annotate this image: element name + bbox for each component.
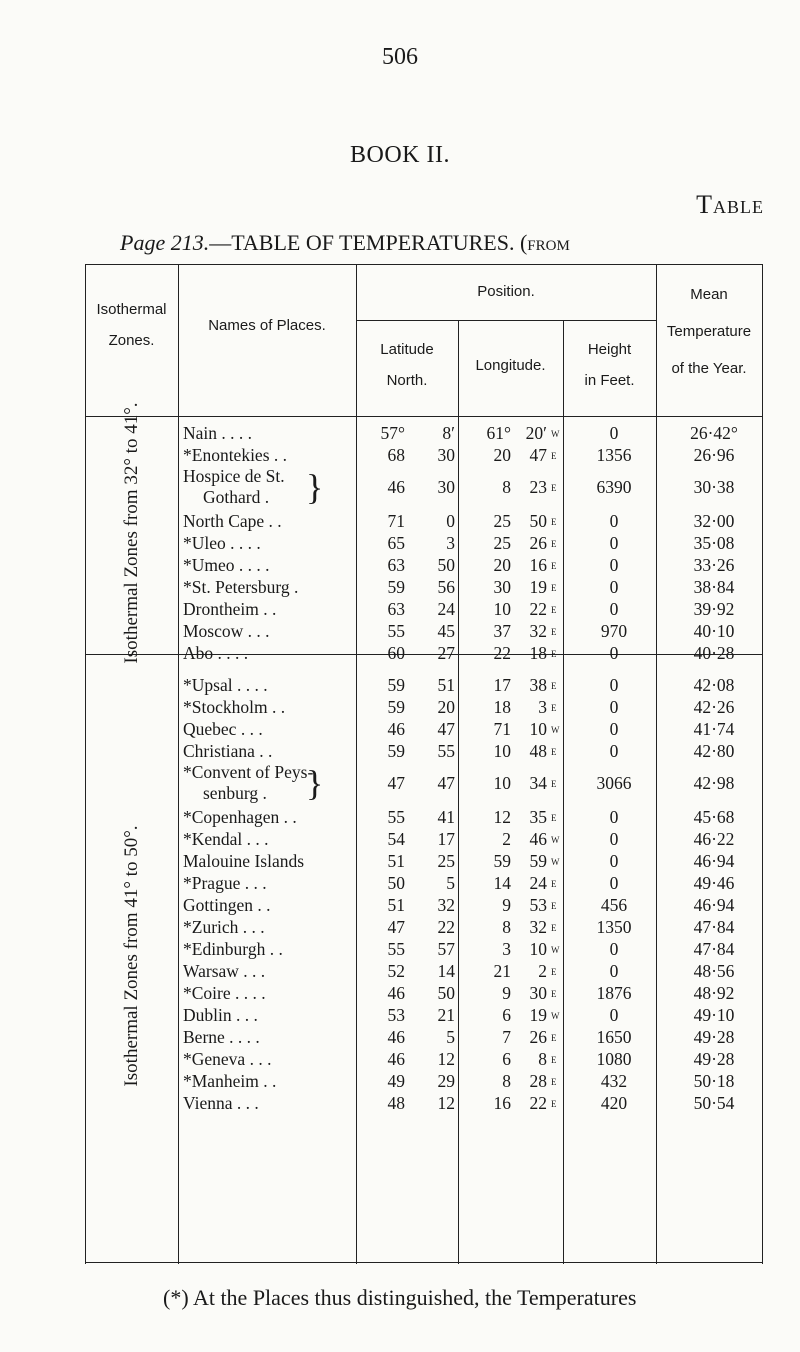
latitude-degrees: 71 bbox=[387, 511, 405, 531]
longitude-direction: e bbox=[551, 645, 557, 660]
longitude-degrees: 25 bbox=[493, 511, 511, 531]
table-row bbox=[85, 576, 763, 598]
table-row bbox=[85, 1070, 763, 1092]
header-names: Names of Places. bbox=[208, 317, 326, 334]
place-name: Gottingen . . bbox=[183, 895, 271, 915]
height-feet: 1356 bbox=[596, 445, 632, 465]
latitude-minutes: 12 bbox=[437, 1093, 455, 1113]
latitude-minutes: 50 bbox=[437, 555, 455, 575]
height-feet: 0 bbox=[609, 851, 619, 871]
table-row bbox=[85, 850, 763, 872]
latitude-degrees: 54 bbox=[387, 829, 405, 849]
table-row bbox=[85, 872, 763, 894]
latitude-degrees: 65 bbox=[387, 533, 405, 553]
place-name: *Convent of Peys- senburg . bbox=[183, 762, 314, 803]
longitude-degrees: 16 bbox=[493, 1093, 511, 1113]
latitude-minutes: 29 bbox=[437, 1071, 455, 1091]
mean-temperature: 48·92 bbox=[693, 983, 735, 1003]
longitude-minutes: 16 bbox=[529, 555, 547, 575]
longitude-direction: w bbox=[551, 721, 560, 736]
latitude-minutes: 5 bbox=[446, 873, 455, 893]
height-feet: 456 bbox=[600, 895, 628, 915]
place-name: *Upsal . . . . bbox=[183, 675, 268, 695]
mean-temperature: 38·84 bbox=[693, 577, 735, 597]
mean-temperature: 40·10 bbox=[693, 621, 735, 641]
longitude-direction: e bbox=[551, 875, 557, 890]
longitude-minutes: 28 bbox=[529, 1071, 547, 1091]
latitude-minutes: 22 bbox=[437, 917, 455, 937]
table-row bbox=[85, 828, 763, 850]
longitude-direction: e bbox=[551, 809, 557, 824]
height-feet: 0 bbox=[609, 741, 619, 761]
longitude-degrees: 10 bbox=[493, 741, 511, 761]
longitude-direction: e bbox=[551, 447, 557, 462]
longitude-degrees: 12 bbox=[493, 807, 511, 827]
height-feet: 0 bbox=[609, 423, 619, 443]
latitude-minutes: 30 bbox=[437, 477, 455, 497]
place-name: Nain . . . . bbox=[183, 423, 253, 443]
mean-temperature: 45·68 bbox=[693, 807, 735, 827]
table-label: Table bbox=[696, 190, 764, 219]
height-feet: 0 bbox=[609, 939, 619, 959]
height-feet: 1876 bbox=[596, 983, 632, 1003]
longitude-degrees: 8 bbox=[502, 917, 511, 937]
longitude-direction: e bbox=[551, 699, 557, 714]
latitude-degrees: 57° bbox=[380, 423, 405, 443]
longitude-degrees: 10 bbox=[493, 599, 511, 619]
latitude-minutes: 57 bbox=[437, 939, 455, 959]
table-row bbox=[85, 642, 763, 664]
place-name: Warsaw . . . bbox=[183, 961, 266, 981]
height-feet: 0 bbox=[609, 599, 619, 619]
latitude-degrees: 47 bbox=[387, 917, 405, 937]
longitude-minutes: 26 bbox=[529, 533, 547, 553]
place-name: *Zurich . . . bbox=[183, 917, 265, 937]
table-row bbox=[85, 620, 763, 642]
table-row bbox=[85, 1004, 763, 1026]
height-feet: 0 bbox=[609, 719, 619, 739]
longitude-direction: e bbox=[551, 535, 557, 550]
latitude-degrees: 50 bbox=[387, 873, 405, 893]
mean-temperature: 49·46 bbox=[693, 873, 735, 893]
mean-temperature: 30·38 bbox=[693, 477, 735, 497]
place-name: Christiana . . bbox=[183, 741, 273, 761]
place-name: Quebec . . . bbox=[183, 719, 263, 739]
latitude-minutes: 27 bbox=[437, 643, 455, 663]
mean-temperature: 42·26 bbox=[693, 697, 735, 717]
height-feet: 0 bbox=[609, 697, 619, 717]
longitude-minutes: 26 bbox=[529, 1027, 547, 1047]
place-name: Malouine Islands bbox=[183, 851, 305, 871]
height-feet: 0 bbox=[609, 829, 619, 849]
latitude-minutes: 55 bbox=[437, 741, 455, 761]
longitude-minutes: 30 bbox=[529, 983, 547, 1003]
longitude-direction: e bbox=[551, 479, 557, 494]
table-row bbox=[85, 894, 763, 916]
latitude-degrees: 46 bbox=[387, 983, 405, 1003]
latitude-degrees: 49 bbox=[387, 1071, 405, 1091]
longitude-minutes: 22 bbox=[529, 599, 547, 619]
table-row bbox=[85, 762, 763, 806]
longitude-minutes: 32 bbox=[529, 917, 547, 937]
latitude-minutes: 56 bbox=[437, 577, 455, 597]
height-feet: 1650 bbox=[596, 1027, 632, 1047]
latitude-degrees: 46 bbox=[387, 477, 405, 497]
longitude-degrees: 2 bbox=[502, 829, 511, 849]
mean-temperature: 50·18 bbox=[693, 1071, 735, 1091]
mean-temperature: 42·98 bbox=[693, 773, 735, 793]
latitude-degrees: 53 bbox=[387, 1005, 405, 1025]
longitude-degrees: 59 bbox=[493, 851, 511, 871]
mean-temperature: 50·54 bbox=[693, 1093, 735, 1113]
latitude-degrees: 63 bbox=[387, 599, 405, 619]
latitude-degrees: 46 bbox=[387, 1027, 405, 1047]
latitude-degrees: 46 bbox=[387, 1049, 405, 1069]
latitude-degrees: 68 bbox=[387, 445, 405, 465]
place-name: *Uleo . . . . bbox=[183, 533, 261, 553]
latitude-degrees: 55 bbox=[387, 807, 405, 827]
longitude-direction: e bbox=[551, 775, 557, 790]
mean-temperature: 32·00 bbox=[693, 511, 735, 531]
latitude-minutes: 30 bbox=[437, 445, 455, 465]
longitude-degrees: 20 bbox=[493, 555, 511, 575]
rule-header-bottom bbox=[85, 416, 763, 417]
longitude-degrees: 10 bbox=[493, 773, 511, 793]
header-height: Height in Feet. bbox=[584, 341, 635, 389]
longitude-direction: e bbox=[551, 579, 557, 594]
latitude-minutes: 47 bbox=[437, 719, 455, 739]
place-name: *Stockholm . . bbox=[183, 697, 286, 717]
table-row bbox=[85, 466, 763, 510]
longitude-minutes: 10 bbox=[529, 939, 547, 959]
table-row bbox=[85, 554, 763, 576]
table-row bbox=[85, 740, 763, 762]
longitude-minutes: 19 bbox=[529, 577, 547, 597]
place-name: Abo . . . . bbox=[183, 643, 249, 663]
height-feet: 6390 bbox=[596, 477, 632, 497]
rule-top bbox=[85, 264, 763, 265]
place-name: Dublin . . . bbox=[183, 1005, 258, 1025]
table-row bbox=[85, 532, 763, 554]
height-feet: 3066 bbox=[596, 773, 632, 793]
latitude-minutes: 25 bbox=[437, 851, 455, 871]
height-feet: 0 bbox=[609, 675, 619, 695]
longitude-direction: e bbox=[551, 513, 557, 528]
longitude-direction: e bbox=[551, 963, 557, 978]
longitude-direction: e bbox=[551, 1073, 557, 1088]
mean-temperature: 26·42° bbox=[690, 423, 738, 443]
table-row bbox=[85, 1092, 763, 1114]
temperature-table bbox=[85, 264, 763, 1264]
place-name: *Copenhagen . . bbox=[183, 807, 297, 827]
longitude-direction: e bbox=[551, 601, 557, 616]
header-latitude: Latitude North. bbox=[380, 341, 434, 389]
latitude-degrees: 48 bbox=[387, 1093, 405, 1113]
longitude-direction: e bbox=[551, 557, 557, 572]
zone-label-2: Isothermal Zones from 41° to 50°. bbox=[121, 825, 142, 1087]
longitude-degrees: 37 bbox=[493, 621, 511, 641]
footnote: (*) At the Places thus distinguished, the Temperatures bbox=[163, 1285, 637, 1310]
latitude-degrees: 60 bbox=[387, 643, 405, 663]
place-name: Moscow . . . bbox=[183, 621, 270, 641]
height-feet: 0 bbox=[609, 807, 619, 827]
longitude-direction: w bbox=[551, 941, 560, 956]
latitude-degrees: 63 bbox=[387, 555, 405, 575]
place-name: *Umeo . . . . bbox=[183, 555, 270, 575]
place-name: North Cape . . bbox=[183, 511, 282, 531]
longitude-minutes: 24 bbox=[529, 873, 547, 893]
header-zones: Isothermal Zones. bbox=[96, 301, 167, 349]
latitude-degrees: 51 bbox=[387, 851, 405, 871]
mean-temperature: 49·28 bbox=[693, 1049, 735, 1069]
zone-label-1: Isothermal Zones from 32° to 41°. bbox=[121, 402, 142, 664]
height-feet: 420 bbox=[600, 1093, 628, 1113]
mean-temperature: 39·92 bbox=[693, 599, 735, 619]
place-name: Berne . . . . bbox=[183, 1027, 260, 1047]
longitude-direction: w bbox=[551, 853, 560, 868]
place-name: *Geneva . . . bbox=[183, 1049, 272, 1069]
longitude-degrees: 25 bbox=[493, 533, 511, 553]
longitude-direction: e bbox=[551, 623, 557, 638]
longitude-minutes: 53 bbox=[529, 895, 547, 915]
latitude-minutes: 24 bbox=[437, 599, 455, 619]
height-feet: 0 bbox=[609, 533, 619, 553]
longitude-direction: e bbox=[551, 677, 557, 692]
place-name: *Kendal . . . bbox=[183, 829, 269, 849]
mean-temperature: 41·74 bbox=[693, 719, 735, 739]
height-feet: 0 bbox=[609, 873, 619, 893]
longitude-minutes: 32 bbox=[529, 621, 547, 641]
height-feet: 970 bbox=[600, 621, 628, 641]
longitude-minutes: 20′ bbox=[525, 423, 547, 443]
longitude-minutes: 38 bbox=[529, 675, 547, 695]
longitude-minutes: 50 bbox=[529, 511, 547, 531]
latitude-minutes: 12 bbox=[437, 1049, 455, 1069]
height-feet: 0 bbox=[609, 511, 619, 531]
mean-temperature: 47·84 bbox=[693, 917, 735, 937]
longitude-minutes: 2 bbox=[538, 961, 547, 981]
place-name: *Edinburgh . . bbox=[183, 939, 283, 959]
longitude-minutes: 35 bbox=[529, 807, 547, 827]
longitude-degrees: 7 bbox=[502, 1027, 511, 1047]
table-row bbox=[85, 696, 763, 718]
table-row bbox=[85, 960, 763, 982]
longitude-direction: e bbox=[551, 985, 557, 1000]
latitude-minutes: 51 bbox=[437, 675, 455, 695]
height-feet: 0 bbox=[609, 643, 619, 663]
mean-temperature: 33·26 bbox=[693, 555, 735, 575]
table-row bbox=[85, 982, 763, 1004]
longitude-minutes: 59 bbox=[529, 851, 547, 871]
place-name: Hospice de St. Gothard . bbox=[183, 466, 285, 507]
latitude-degrees: 51 bbox=[387, 895, 405, 915]
longitude-degrees: 71 bbox=[493, 719, 511, 739]
latitude-minutes: 41 bbox=[437, 807, 455, 827]
longitude-degrees: 3 bbox=[502, 939, 511, 959]
latitude-minutes: 50 bbox=[437, 983, 455, 1003]
longitude-direction: w bbox=[551, 425, 560, 440]
longitude-direction: e bbox=[551, 1095, 557, 1110]
mean-temperature: 26·96 bbox=[693, 445, 735, 465]
mean-temperature: 42·08 bbox=[693, 675, 735, 695]
longitude-direction: e bbox=[551, 919, 557, 934]
longitude-degrees: 22 bbox=[493, 643, 511, 663]
longitude-degrees: 17 bbox=[493, 675, 511, 695]
brace-glyph: } bbox=[306, 467, 324, 507]
header-mean: Mean Temperature of the Year. bbox=[666, 286, 752, 377]
place-name: *Enontekies . . bbox=[183, 445, 288, 465]
latitude-minutes: 14 bbox=[437, 961, 455, 981]
mean-temperature: 47·84 bbox=[693, 939, 735, 959]
height-feet: 0 bbox=[609, 961, 619, 981]
latitude-degrees: 59 bbox=[387, 675, 405, 695]
mean-temperature: 49·28 bbox=[693, 1027, 735, 1047]
height-feet: 0 bbox=[609, 555, 619, 575]
latitude-degrees: 59 bbox=[387, 741, 405, 761]
longitude-direction: e bbox=[551, 743, 557, 758]
latitude-minutes: 20 bbox=[437, 697, 455, 717]
mean-temperature: 35·08 bbox=[693, 533, 735, 553]
place-name: *Coire . . . . bbox=[183, 983, 266, 1003]
rule-bottom bbox=[85, 1262, 763, 1263]
mean-temperature: 40·28 bbox=[693, 643, 735, 663]
rule-position bbox=[356, 320, 656, 321]
longitude-degrees: 9 bbox=[502, 983, 511, 1003]
longitude-minutes: 8 bbox=[538, 1049, 547, 1069]
book-title: BOOK II. bbox=[350, 142, 450, 168]
table-row bbox=[85, 674, 763, 696]
latitude-minutes: 47 bbox=[437, 773, 455, 793]
longitude-minutes: 19 bbox=[529, 1005, 547, 1025]
place-name: Vienna . . . bbox=[183, 1093, 259, 1113]
latitude-degrees: 59 bbox=[387, 577, 405, 597]
mean-temperature: 42·80 bbox=[693, 741, 735, 761]
latitude-minutes: 45 bbox=[437, 621, 455, 641]
longitude-degrees: 30 bbox=[493, 577, 511, 597]
latitude-minutes: 17 bbox=[437, 829, 455, 849]
caption-page-ref: Page 213. bbox=[120, 230, 210, 255]
longitude-minutes: 10 bbox=[529, 719, 547, 739]
longitude-minutes: 3 bbox=[538, 697, 547, 717]
mean-temperature: 49·10 bbox=[693, 1005, 735, 1025]
table-row bbox=[85, 1026, 763, 1048]
latitude-minutes: 32 bbox=[437, 895, 455, 915]
longitude-minutes: 18 bbox=[529, 643, 547, 663]
mean-temperature: 46·94 bbox=[693, 851, 735, 871]
longitude-minutes: 34 bbox=[529, 773, 547, 793]
header-longitude: Longitude. bbox=[475, 357, 546, 374]
latitude-minutes: 8′ bbox=[442, 423, 455, 443]
longitude-minutes: 46 bbox=[529, 829, 547, 849]
longitude-minutes: 22 bbox=[529, 1093, 547, 1113]
longitude-degrees: 6 bbox=[502, 1005, 511, 1025]
longitude-degrees: 8 bbox=[502, 477, 511, 497]
latitude-degrees: 55 bbox=[387, 939, 405, 959]
latitude-degrees: 47 bbox=[387, 773, 405, 793]
brace-glyph: } bbox=[306, 763, 324, 803]
mean-temperature: 48·56 bbox=[693, 961, 735, 981]
height-feet: 432 bbox=[600, 1071, 628, 1091]
place-name: *Manheim . . bbox=[183, 1071, 277, 1091]
longitude-degrees: 21 bbox=[493, 961, 511, 981]
table-row bbox=[85, 1048, 763, 1070]
longitude-direction: w bbox=[551, 1007, 560, 1022]
height-feet: 1350 bbox=[596, 917, 632, 937]
longitude-direction: e bbox=[551, 897, 557, 912]
latitude-degrees: 59 bbox=[387, 697, 405, 717]
longitude-minutes: 47 bbox=[529, 445, 547, 465]
longitude-degrees: 8 bbox=[502, 1071, 511, 1091]
mean-temperature: 46·22 bbox=[693, 829, 735, 849]
latitude-degrees: 46 bbox=[387, 719, 405, 739]
table-row bbox=[85, 598, 763, 620]
longitude-degrees: 6 bbox=[502, 1049, 511, 1069]
longitude-direction: e bbox=[551, 1029, 557, 1044]
table-caption bbox=[120, 230, 570, 256]
latitude-minutes: 21 bbox=[437, 1005, 455, 1025]
table-row bbox=[85, 422, 763, 444]
longitude-minutes: 48 bbox=[529, 741, 547, 761]
latitude-minutes: 0 bbox=[446, 511, 455, 531]
latitude-minutes: 3 bbox=[446, 533, 455, 553]
height-feet: 0 bbox=[609, 577, 619, 597]
height-feet: 1080 bbox=[596, 1049, 632, 1069]
longitude-direction: e bbox=[551, 1051, 557, 1066]
latitude-degrees: 55 bbox=[387, 621, 405, 641]
table-row bbox=[85, 718, 763, 740]
mean-temperature: 46·94 bbox=[693, 895, 735, 915]
height-feet: 0 bbox=[609, 1005, 619, 1025]
place-name: *St. Petersburg . bbox=[183, 577, 299, 597]
table-row bbox=[85, 806, 763, 828]
table-row bbox=[85, 938, 763, 960]
table-row bbox=[85, 916, 763, 938]
table-row bbox=[85, 510, 763, 532]
caption-title: —TABLE OF TEMPERATURES. bbox=[209, 230, 515, 255]
header-position: Position. bbox=[477, 283, 535, 300]
longitude-degrees: 14 bbox=[493, 873, 511, 893]
page-number: 506 bbox=[382, 44, 418, 70]
place-name: *Prague . . . bbox=[183, 873, 267, 893]
longitude-degrees: 18 bbox=[493, 697, 511, 717]
place-name: Drontheim . . bbox=[183, 599, 277, 619]
table-row bbox=[85, 444, 763, 466]
longitude-degrees: 20 bbox=[493, 445, 511, 465]
latitude-minutes: 5 bbox=[446, 1027, 455, 1047]
longitude-degrees: 9 bbox=[502, 895, 511, 915]
longitude-direction: w bbox=[551, 831, 560, 846]
latitude-degrees: 52 bbox=[387, 961, 405, 981]
longitude-minutes: 23 bbox=[529, 477, 547, 497]
caption-continues: (from bbox=[519, 230, 570, 255]
longitude-degrees: 61° bbox=[486, 423, 511, 443]
